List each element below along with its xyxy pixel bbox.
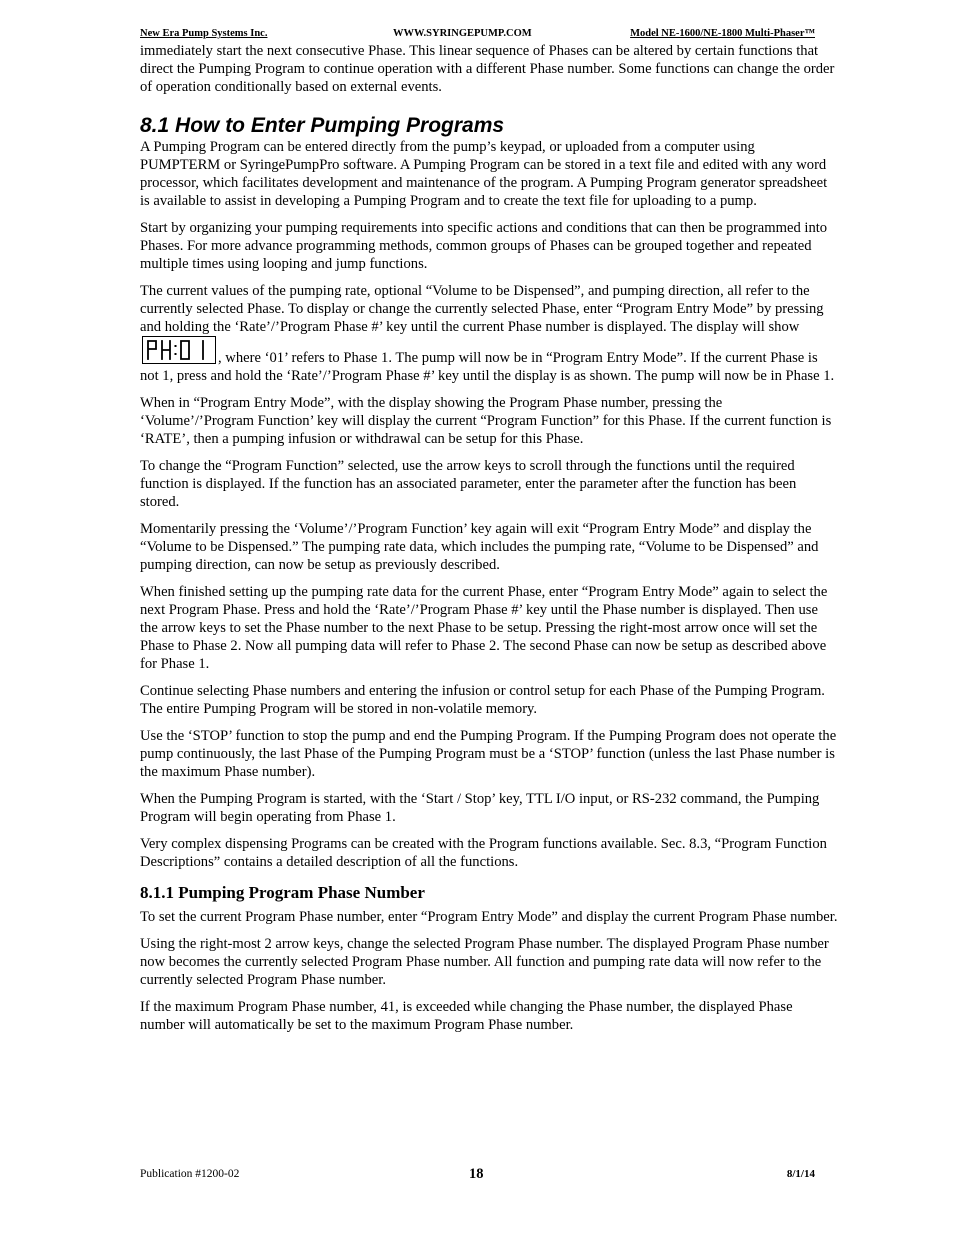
footer-date: 8/1/14 (786, 1168, 815, 1180)
footer-publication: Publication #1200-02 (140, 1168, 240, 1180)
subsection-paragraph-3: If the maximum Program Phase number, 41, is exceeded while changing the Phase number, the displayed Phase number will automatically be set to the maximum Program Phase number. (140, 999, 793, 1033)
section-paragraph-4: When in “Program Entry Mode”, with the display showing the Program Phase number, pressing the ‘Volume’/’Program Function’ key will display the current “Program Function” for this Phase. If the current function is ‘RATE’, then a pumping infusion or withdrawal can be setup for this Phase. (140, 395, 832, 447)
section-paragraph-3 (140, 282, 838, 385)
paragraph-3-before: The current values of the pumping rate, optional “Volume to be Dispensed”, and pumping direction, all refer to the currently selected Phase. To display or change the currently selected Phase, enter “Program Entry Mode” by pressing and holding the ‘Rate’/’Program Phase #’ key until the current Phase number is displayed. The display will show (140, 283, 824, 335)
section-paragraph-2: Start by organizing your pumping requirements into specific actions and conditions that can then be programmed into Phases. For more advance programming methods, common groups of Phases can be grouped together and repeated multiple times using looping and jump functions. (140, 220, 828, 272)
section-paragraph-5: To change the “Program Function” selected, use the arrow keys to scroll through the functions until the required function is displayed. If the function has an associated parameter, enter the parameter after the function has been stored. (140, 458, 797, 510)
header-website: WWW.SYRINGEPUMP.COM (393, 28, 532, 39)
section-paragraph-1: A Pumping Program can be entered directly from the pump’s keypad, or uploaded from a computer using PUMPTERM or SyringePumpPro software. A Pumping Program can be stored in a text file and edited with any word processor, which facilitates development and maintenance of the program. A Pumping Program generator spreadsheet is available to assist in developing a Pumping Program and to create the text file for uploading to a pump. (140, 139, 828, 209)
lcd-display-image (142, 336, 216, 364)
intro-paragraph: immediately start the next consecutive Phase. This linear sequence of Phases can be altered by certain functions that direct the Pumping Program to continue operation with a different Phase number. Some functions can change the order of operation conditionally based on external events. (140, 43, 835, 95)
subsection-paragraph-2: Using the right-most 2 arrow keys, change the selected Program Phase number. The displayed Program Phase number now becomes the currently selected Program Phase number. All function and pumping rate data will now refer to the currently selected Program Phase number. (140, 936, 829, 988)
section-paragraph-7: When finished setting up the pumping rate data for the current Phase, enter “Program Entry Mode” again to select the next Program Phase. Press and hold the ‘Rate’/’Program Phase #’ key until the Phase number is displayed. Then use the arrow keys to set the Phase number to the next Phase to be setup. Pressing the right-most arrow once will set the Phase to Phase 2. Now all pumping data will refer to Phase 2. The second Phase can now be setup as described above for Phase 1. (140, 584, 828, 672)
paragraph-3-after: , where ‘01’ refers to Phase 1. The pump will now be in “Program Entry Mode”. If the current Phase is not 1, press and hold the ‘Rate’/’Program Phase #’ key until the display is as shown. The pump will now be in Phase 1. (140, 350, 835, 384)
section-paragraph-11: Very complex dispensing Programs can be created with the Program functions available. Sec. 8.3, “Program Function Descriptions” contains a detailed description of all the functions. (140, 836, 827, 870)
section-paragraph-8: Continue selecting Phase numbers and entering the infusion or control setup for each Phase of the Pumping Program. The entire Pumping Program will be stored in non-volatile memory. (140, 683, 825, 717)
subsection-title: 8.1.1 Pumping Program Phase Number (140, 883, 425, 902)
section-title: 8.1 How to Enter Pumping Programs (140, 114, 505, 137)
page-content (140, 42, 838, 1043)
section-paragraph-10: When the Pumping Program is started, with the ‘Start / Stop’ key, TTL I/O input, or RS-232 command, the Pumping Program will begin operating from Phase 1. (140, 791, 820, 825)
footer-page-number: 18 (469, 1166, 484, 1182)
section-paragraph-6: Momentarily pressing the ‘Volume’/’Program Function’ key again will exit “Program Entry Mode” and display the “Volume to be Dispensed.” The pumping rate data, which includes the pumping rate, “Volume to be Dispensed” and pumping direction, can now be setup as previously described. (140, 521, 819, 573)
header-company: New Era Pump Systems Inc. (140, 28, 268, 39)
subsection-paragraph-1: To set the current Program Phase number, enter “Program Entry Mode” and display the current Program Phase number. (140, 909, 838, 925)
lcd-display-icon (143, 337, 215, 363)
page-footer (140, 1166, 815, 1184)
header-model: Model NE-1600/NE-1800 Multi-Phaser™ (630, 28, 815, 39)
section-paragraph-9: Use the ‘STOP’ function to stop the pump and end the Pumping Program. If the Pumping Program does not operate the pump continuously, the last Phase of the Pumping Program must be a ‘STOP’ function (unless the last Phase number is the maximum Phase number). (140, 728, 837, 780)
